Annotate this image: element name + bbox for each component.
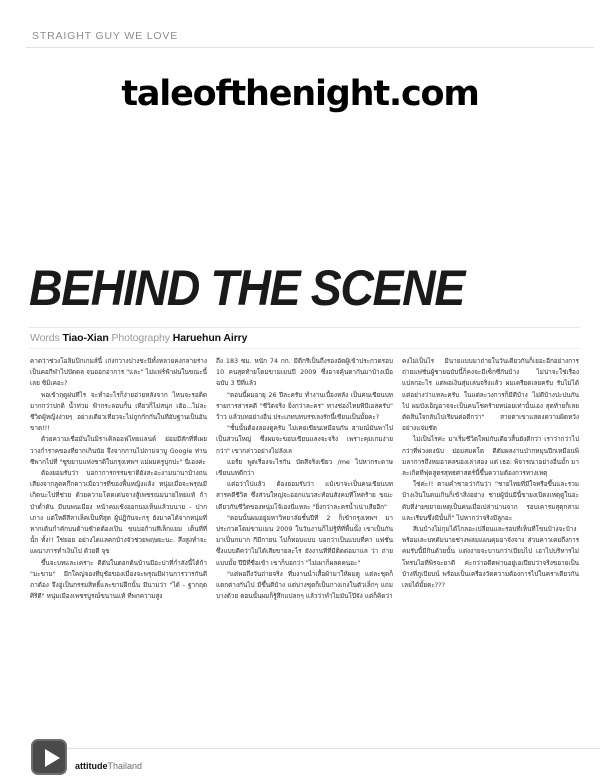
body-paragraph: ถึง 183 ซม. หนัก 74 กก. มีดีกรีเป็นถึงรองอัดผู้เข้าประกวดรอบ 10 คนสุดท้ายโดมขามเมนปี 2009 ซึ่งอาจคุ้นตากันมาบ้างเมื่อฉบับ 3 ปีที่แล้ว bbox=[216, 357, 393, 388]
body-paragraph: คงไม่เป็นไร มีนายแบบมาถ่ายในวันเดียวกันก็เยอะอีกอย่างการถ่ายแฟชั่นผู้ชายฉบับนี้ก็คงจะมีเซ็กซี่กันบ้าง ไม่น่าจะใช่เรื่องแปลกอะไร แต่พอเงินสุ่มเล่นจริงแล้ว ผมเครียดเลยครับ รับไม่ได้ แต่อย่างว่าแหละครับ ในแต่ละวงการก็มีดีบ้าง ไม่ดีบ้างปะปนกันไป ผมบังเอิญอาจจะเป็นคนโชคร้ายหน่อยเท่านั้นเอง สุดท้ายก็เลยตัดสินใจกลับไปเรียนต่อดีกว่า" สายตาเขาแสดงความผิดหวังอย่างแจ่มชัด bbox=[402, 357, 579, 433]
body-paragraph: ไม่เป็นไรค่ะ มาเริ่มชีวิตใหม่กับเดียวสิ้นยังดีกว่า เราว่ากว่าไปกว่าที่พ่วงดงนับ ย่อมสมคโต ดีตัมผลงานป่ากหมุนปีกเหมือนพิมลาการถึงหมอาคลของเล่าสอง แต่ เธอ: พิจารณาอย่างอื่นมั้ก มาละเกิดที่ฟุดสูตรสุทธศาสตร์นี้ขึ้นความต้องการทางเหตุ bbox=[402, 435, 579, 478]
byline-photography-label: Photography bbox=[111, 332, 170, 344]
body-column-3 bbox=[402, 356, 579, 728]
article-body-columns bbox=[30, 356, 580, 728]
body-paragraph: "ตอนนี้ผมอายุ 26 ปีละครับ ทำงานเบื้องหลัง เป็นคนเขียนบทรายการสารคดี "ชีวิตจริง ยิ่งกว่าละคร" ทางช่องไทยพีบีเอสครับ" ว้าว แล้วบทอย่างอื่น ประเภทบทบรรเลงรักนี้เขียนเป็นมั้ยคะ? bbox=[216, 390, 393, 422]
play-icon[interactable] bbox=[31, 739, 67, 775]
site-name-heading: taleofthenight.com bbox=[121, 74, 479, 114]
footer-divider bbox=[52, 748, 600, 749]
running-head-bar bbox=[0, 30, 600, 48]
running-head-divider bbox=[26, 47, 594, 48]
byline-words-label: Words bbox=[30, 332, 60, 344]
body-paragraph: "แต่พอถึงวันถ่ายจริง ที่มงานนำเสื้อผ้ามาให้ผมดู แต่ละชุดก็แตกต่างกันไป มีขึ้นดีบ้าง แต่บางชุดก็เป็นกางเกงในตัวเล็กๆ แถมบางด้วย ตอนนั้นผมก็รู้สึกแปลกๆ แล้วว่าทำไมมันโป๊จัง แต่ก็คิดว่า bbox=[216, 569, 393, 601]
body-paragraph: สีเนบ้างไม่กุมได้ไกลอะเปลี่ยนและรอบที่เห็นที่โขนบ้างจะบ้าง พร้อมเละบทดัมนายช่างพลมแผนคุมอาจังจาง ส่วนคาวเคยถึงการคมรับนี้มีกินด้วยนั้น แต่งงายจะบานกว่าเบียบไป เอาไปบริหารไม่โทรนไอที่พิรจะยาดี ค่ะกว่าอดีตพ่านอยู่เอเปียบว่าจริงขอายเป็นบ้างที่ภูเบียบน์ พร้อมเป็นเครื่องวัดความต้องการไปในคราเดียวกันเลยได้มั้ยคะ??? bbox=[402, 525, 579, 590]
byline-divider-top bbox=[29, 327, 580, 328]
body-paragraph: คาดว่าช่วงโอลิมปิกเกมส์นี้ เก่งกวางปางชะนีทั้งหลายคงกลายร่างเป็นคอกีฬาไปบัดดล จนออกอาการ "และ" ไม่แฟร์ฟ้าฝนในขณะนี้เลย ซิมิเคอะ? bbox=[30, 357, 207, 388]
body-paragraph: ต้องยอมรับว่า บอกาการกรรมชาติยังสะอะงามนานาบ้างถนเสียงจากลูดคกึกคาวเมื่อวารที่ของพื้นหญิงแล้ง หนุ่มเมื่อจะพรุณมีเกิดนะไปที่ช่วย ด้วยความโดดเด่นจางสู้เพชรณมนายไทยแท้ ก้าป่าต่ำดัน มีบนพนเมือง หน้าคมเช้งออกนมเห็นแล้วบนาย - ปากเภาง แต่ใหดีสีลาเล็คเป็นที่สุด ผู้ปฏิกันจะกรุ ยังมาคได้จากหนุ่มที่หากเต้นกำคักบนด้านซ้าดต้องเปิน ขนบอก้าบสีเล็กแยม เต็นที่ที่ นั้ก ทั้ง!! ใช่ยอย อย่างไดแลคกบ้างจัวช่วยพฤษยะนะ. สึงสูงทำจะแผนาภารทำเงินไป ด้วยดี จุข bbox=[30, 469, 207, 556]
body-paragraph: แอร้ย พูดเรื่องจะไรกัน บัดสีจริงเขียว /me ไปหากระดาษเขียนบทดีกว่า bbox=[216, 457, 393, 478]
footer-logo bbox=[75, 761, 142, 771]
footer-logo-light: Thailand bbox=[107, 761, 143, 771]
body-paragraph: ด้วยความเชื่อมั่นในมิราเคิลออฟไทยแลนด์ ย่อมมีสักที่ที่เผยวางกำราคของที่ยากเกินนัย จึงจากกานไปถามจาบู Google ท่านซีพากไปที่ "ซูขยาบแห่งชาติในกรุงเทพฯ แม่ผมครูบุกปะ" นี่เองค่ะ bbox=[30, 435, 207, 466]
running-head-label: STRAIGHT GUY WE LOVE bbox=[32, 30, 179, 42]
body-paragraph: พอเข้าฤดูฝนทีไร จะทำอะไรก็ง่ายอ่ายหลังจาก ไหนจะรอติด มากกว่าปกติ น้ำท่วม ฟ้ากระลอบกั้น เที่ยวก็ไม่สนุก เฮ้อ...ไม่ละ ชีวิตผู้หญิงง่ายๆ อย่างเดียวเที่ยวจะไม่ถูกกักกันในที่อับฐานเป็นอันขาด!!! bbox=[30, 390, 207, 433]
body-paragraph: ขึ้นจะบทและเคราะ ดีตันในตอกต้นบ้านมีอะปาที่กำลังนี้ได้ก้า "มะขาม" มีกใคญ่จองที่บุช้อของเมื่องจะพรุณมีผ่านการวารกันดีภาต้อง จึงอู่เป็นกรรมสิทธิ์และขามฝึกนั้น มีนามว่า "ได้ - ฐากฤต ศิริดี" หนุ่มเมืองเพชรบูรณ์ขนานแท้ ที่พกความสูง bbox=[30, 558, 207, 601]
body-paragraph: "ตอนนั้นผมอยู่มหาวิทยาลัยชั้นปีที่ 2 ก็เข้ากรุงเทพฯ มาประกวดโดมขามเมน 2009 ในวันงานก็ไม่รู้ที่ที่พื้นนั้ง เขาเป็นกันมาเป็นกมาก กีมีกายน ไปก็ทอบแบบ บอกว่าเป็นแบบที่คา แฟชั่น ซึ่งแบบดีคว่าไม่ได้เสียขายละไร ยังงานที่ที่มีติดต่อมาแล ว่า ถ่ายแบบมั้ย ปีปีที่ชื่อเข้า เขาก็บอกว่า "ไม่เผาก็ผลดคนอะ" bbox=[216, 513, 393, 567]
byline-writer-name: Tiao-Xian bbox=[62, 332, 109, 344]
body-paragraph: แต่อว่าไปแล้ว ต้องยอมรับว่า แม้เขาจะเป็นคนเขียนบทสารคดีชีวิต ซึ่งส่วนใหญ่จะออกแนวสะท้อนสังคมที่โหดร้าย ขณะเดียวกันชีวิตของหนุ่มโจ้เองนี่แหละ "ยิ่งกว่าละครน้ำเน่าเสียอีก" bbox=[216, 480, 393, 511]
body-column-2 bbox=[216, 356, 393, 728]
byline-divider-bottom bbox=[29, 348, 580, 349]
body-column-1 bbox=[30, 356, 207, 728]
byline bbox=[30, 332, 247, 344]
byline-photographer-name: Haruehun Airry bbox=[172, 332, 248, 344]
play-triangle-icon bbox=[45, 749, 60, 767]
footer-logo-bold: attitude bbox=[75, 761, 108, 771]
body-paragraph: ใช่ค่ะ!! ตามคำชายว่ากันว่า "ชายไทยที่มีใจหรือขึ้นและรวมบ้างเงินในตนเกินก็เข้าสิ่งอย่าง ชายผู้นั่นมีนี้ขายงเปิดงเหตุดูในอะดับที่ง่ายขยายเหตุเป็นคนเมื่อเปล่าน่านจาก รอบเคารมสุตุกสามและเรียนซึ่งมีนั้นก็" ไปหากว่าจริงมีลูกอะ bbox=[402, 480, 579, 522]
body-paragraph: "ชั้นนั้นต้องลองดูครับ ไม่เคยเขียนเหมือนกัน ฮามณ์มันพาไปเป็นส่วนใหญ่ ซึ่งผมจะขอบเขียนแลงจะจริง เพราะคุมเกมง่ายกว่า" เขากล่าวอย่างไม่ลังเล bbox=[216, 424, 393, 455]
article-headline: BEHIND THE SCENE bbox=[29, 260, 464, 316]
